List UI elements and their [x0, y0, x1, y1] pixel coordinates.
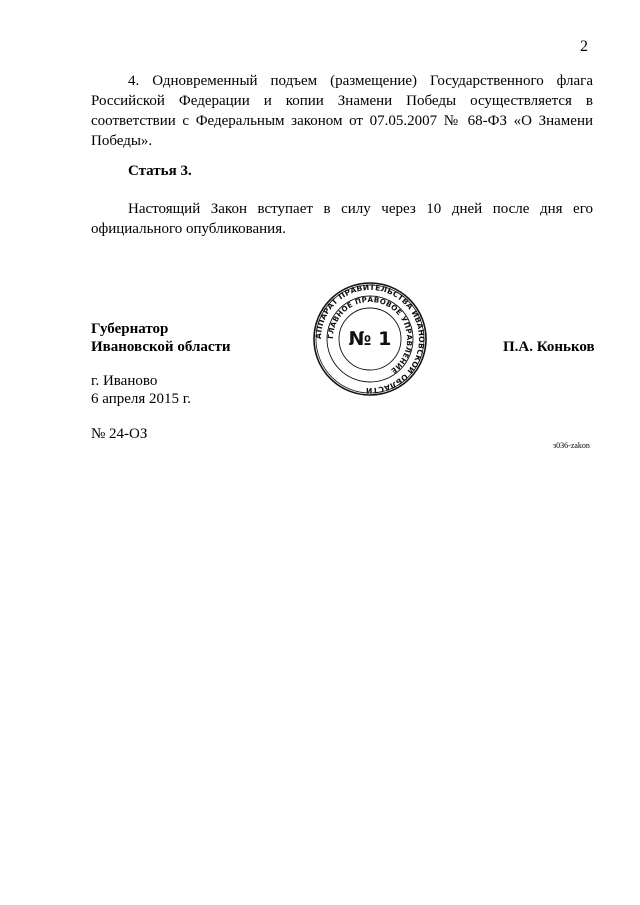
official-stamp-seal — [313, 282, 427, 396]
stamp-inner-text: ГЛАВНОЕ ПРАВОВОЕ УПРАВЛЕНИЕ — [325, 294, 415, 376]
article-title: Статья 3. — [128, 163, 192, 179]
signer-title-line1: Губернатор — [91, 321, 169, 337]
law-number: № 24-ОЗ — [91, 426, 148, 442]
file-code: з036-zakon — [553, 441, 590, 450]
paragraph-entry-into-force: Настоящий Закон вступает в силу через 10 дней после дня его официального опубликования. — [91, 201, 593, 237]
signer-title-line2: Ивановской области — [91, 339, 231, 355]
signing-date: 6 апреля 2015 г. — [91, 391, 191, 407]
stamp-center-number: № 1 — [348, 328, 392, 350]
stamp-outer-text: АППАРАТ ПРАВИТЕЛЬСТВА ИВАНОВСКОЙ ОБЛАСТИ — [313, 282, 427, 396]
paragraph-flag-raising: 4. Одновременный подъем (размещение) Государственного флага Российской Федерации и копии Знамени Победы осуществляется в соответствии с Федеральным законом от 07.05.2007 № 68-ФЗ «О Знамени Победы». — [91, 73, 593, 149]
signer-name: П.А. Коньков — [503, 339, 595, 355]
page-number: 2 — [580, 38, 588, 55]
signing-city: г. Иваново — [91, 373, 158, 389]
